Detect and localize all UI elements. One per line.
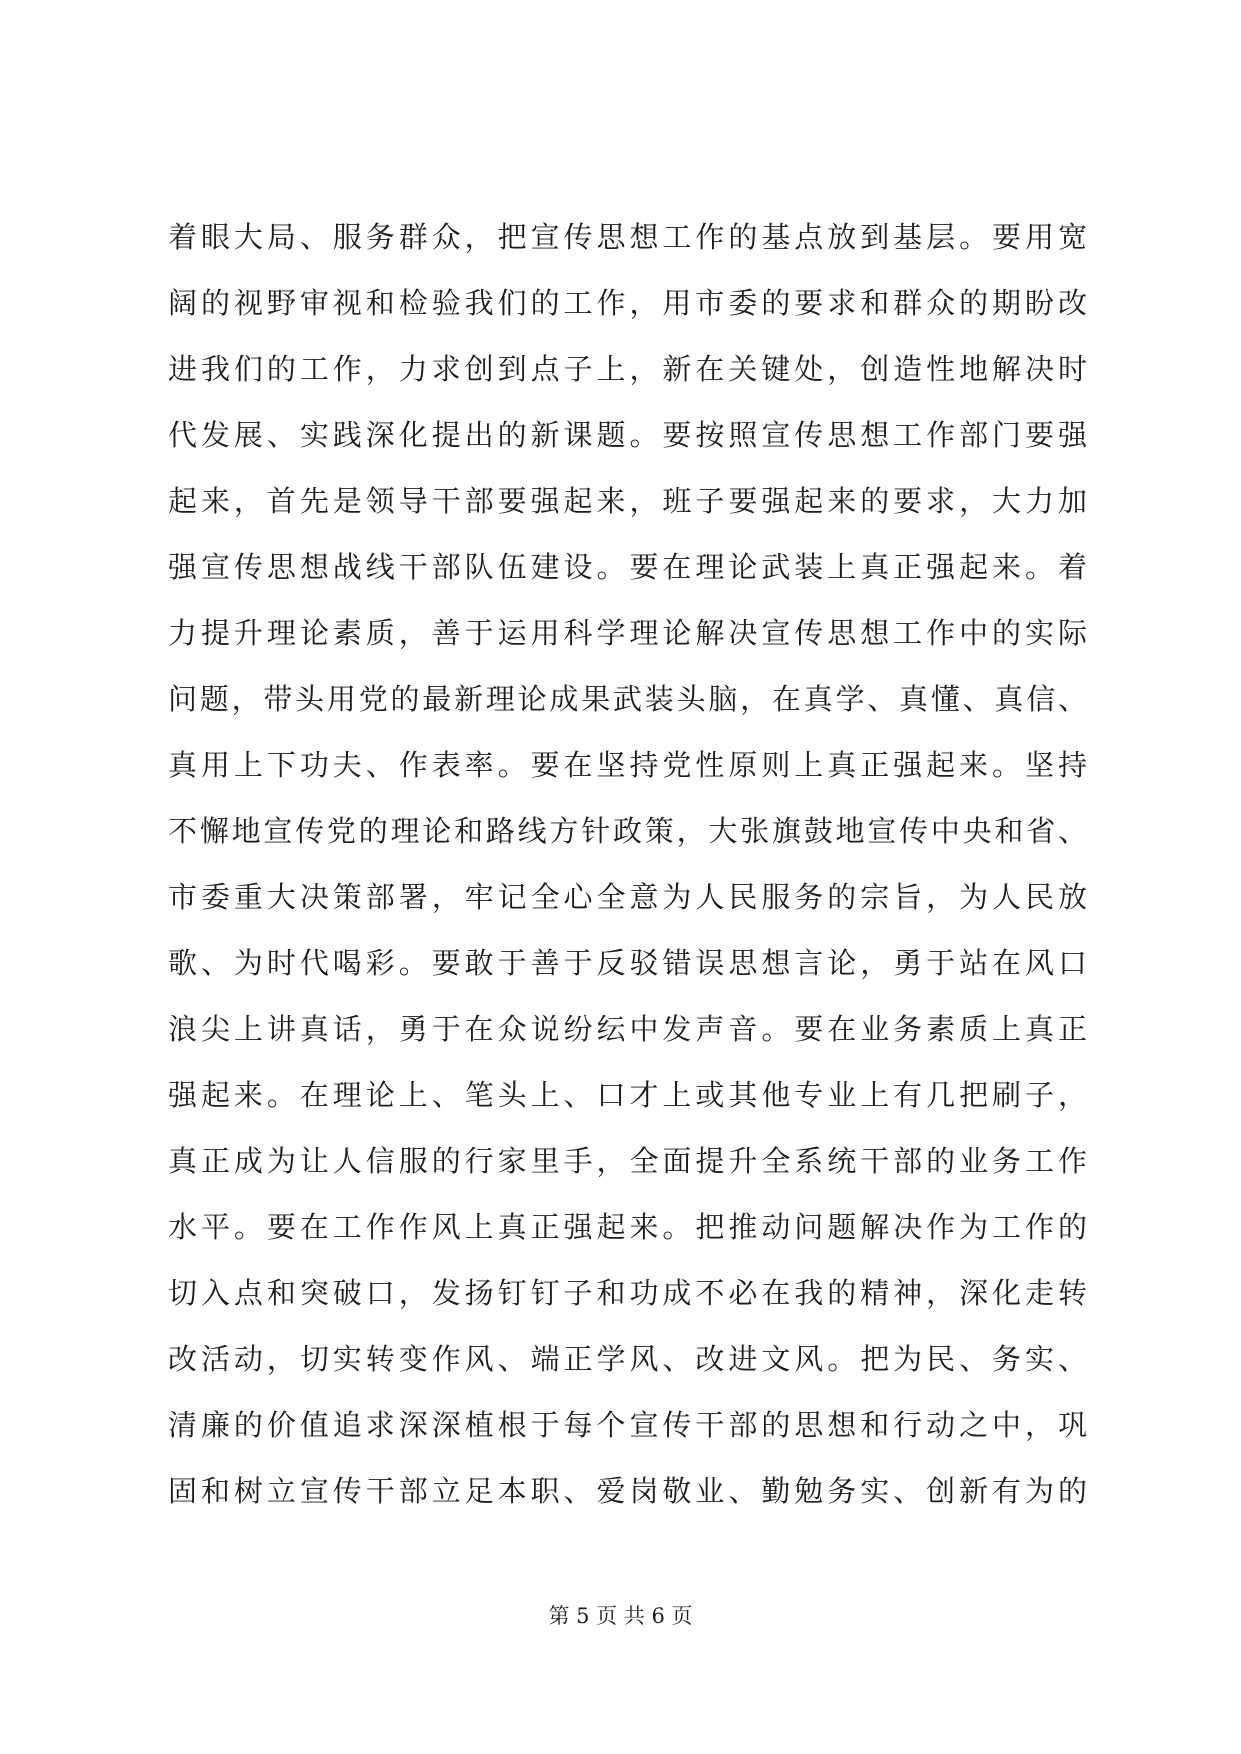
text-line: 清廉的价值追求深深植根于每个宣传干部的思想和行动之中，巩 <box>168 1408 1088 1442</box>
text-line: 不懈地宣传党的理论和路线方针政策，大张旗鼓地宣传中央和省、 <box>168 814 1088 848</box>
page-number-footer: 第 5 页 共 6 页 <box>548 1604 693 1628</box>
body-text <box>168 204 1088 1524</box>
text-line: 代发展、实践深化提出的新课题。要按照宣传思想工作部门要强 <box>168 418 1088 452</box>
text-line: 真正成为让人信服的行家里手，全面提升全系统干部的业务工作 <box>168 1144 1088 1178</box>
text-line: 问题，带头用党的最新理论成果武装头脑，在真学、真懂、真信、 <box>168 682 1088 716</box>
text-line: 浪尖上讲真话，勇于在众说纷纭中发声音。要在业务素质上真正 <box>168 1012 1088 1046</box>
text-line: 强宣传思想战线干部队伍建设。要在理论武装上真正强起来。着 <box>168 550 1088 584</box>
text-line: 起来，首先是领导干部要强起来，班子要强起来的要求，大力加 <box>168 484 1088 518</box>
text-line: 强起来。在理论上、笔头上、口才上或其他专业上有几把刷子， <box>168 1078 1088 1112</box>
text-line: 着眼大局、服务群众，把宣传思想工作的基点放到基层。要用宽 <box>168 220 1088 254</box>
text-line: 改活动，切实转变作风、端正学风、改进文风。把为民、务实、 <box>168 1342 1088 1376</box>
text-line: 歌、为时代喝彩。要敢于善于反驳错误思想言论，勇于站在风口 <box>168 946 1088 980</box>
text-line: 水平。要在工作作风上真正强起来。把推动问题解决作为工作的 <box>168 1210 1088 1244</box>
text-line: 市委重大决策部署，牢记全心全意为人民服务的宗旨，为人民放 <box>168 880 1088 914</box>
text-line: 力提升理论素质，善于运用科学理论解决宣传思想工作中的实际 <box>168 616 1088 650</box>
text-line: 进我们的工作，力求创到点子上，新在关键处，创造性地解决时 <box>168 352 1088 386</box>
text-line: 阔的视野审视和检验我们的工作，用市委的要求和群众的期盼改 <box>168 286 1088 320</box>
text-line: 切入点和突破口，发扬钉钉子和功成不必在我的精神，深化走转 <box>168 1276 1088 1310</box>
text-line: 固和树立宣传干部立足本职、爱岗敬业、勤勉务实、创新有为的 <box>168 1474 1088 1508</box>
text-line: 真用上下功夫、作表率。要在坚持党性原则上真正强起来。坚持 <box>168 748 1088 782</box>
